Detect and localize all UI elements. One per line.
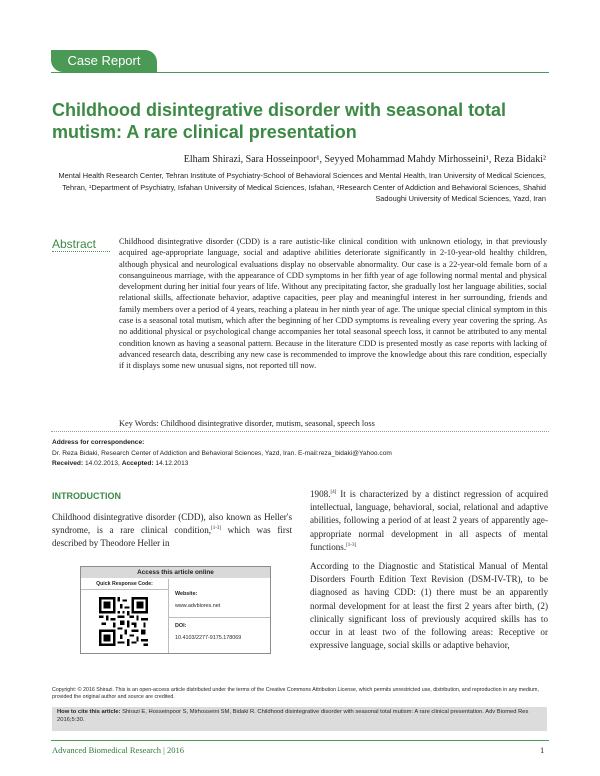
affiliations: Mental Health Research Center, Tehran Institute of Psychiatry-School of Behavioral Sciences and Mental Health, Iran University of Medical Sciences, Tehran, ¹Department of Psychiatry, Isfahan University of Medical Sciences, Isfahan, ²Research Center of Addiction and Behavioral Sciences, Shahid Sadoughi University of Medical Sciences, Yazd, Iran [58, 171, 546, 203]
correspondence-block [52, 438, 547, 470]
section-divider [51, 431, 549, 433]
citation-ref: [4] [330, 489, 337, 495]
abstract-text: Childhood disintegrative disorder (CDD) is a rare autistic-like clinical condition with unknown etiology, in that previously acquired age-appropriate language, social and adaptive abilities deteriorate significantly in 2-10-year-old healthy children, although physical and neurological evaluations display no observable abnormality. Our case is a 22-year-old female born of a consanguineous marriage, with the appearance of CDD symptoms in her fifth year of age following normal mental and physical development during her initial four years of life. Without any precipitating factor, she gradually lost her language abilities, social relational skills, affectionate behavior, adaptive capacities, peer play and meaningful interest in her surrounding, friends and family members over a period of 4 years, reaching a plateau in her ninth year of age. The unique special clinical symptom in this case is a seasonal total mutism, which after the beginning of her CDD symptoms is revealing every year covering the spring. As no additional physical or psychological change accompanies her total seasonal speech loss, it cannot be attributed to any mental condition known as having a seasonal pattern. Because in the literature CDD is presented mostly as case reports with lacking of advanced research data, describing any new case is recommended to improve the knowledge about this rare condition, especially if it displays some new unusual signs, not reported till now. [119, 237, 547, 371]
article-dates [52, 459, 547, 470]
citation-ref: [1-3] [211, 526, 222, 532]
access-article-box [80, 566, 271, 654]
doi-block [175, 622, 241, 642]
abstract-heading: Abstract [52, 237, 110, 252]
article-type-tab: Case Report [51, 50, 157, 72]
cite-text: Shirazi E, Hosseinpoor S, Mirhosseini SM, Bidaki R. Childhood disintegrative disorder with seasonal total mutism: A rare clinical presentation. Adv Biomed Res 2016;5:30. [57, 709, 529, 723]
citation-ref: [1-3] [346, 542, 357, 548]
qr-code-label: Quick Response Code: [81, 579, 169, 590]
copyright-notice: Copyright: © 2016 Shirazi. This is an open-access article distributed under the terms of the Creative Commons Attribution License, which permits unrestricted use, distribution, and reproduction in any medium, provided the original author and source are credited. [52, 687, 539, 701]
access-box-heading: Access this article online [81, 567, 270, 578]
accepted-label: Accepted: [121, 460, 154, 467]
footer-rule [51, 740, 549, 741]
article-title: Childhood disintegrative disorder with seasonal total mutism: A rare clinical presentation [52, 100, 507, 142]
journal-footer: Advanced Biomedical Research | 2016 [52, 745, 184, 755]
citation-box [52, 707, 547, 731]
correspondence-text: Dr. Reza Bidaki, Research Center of Addiction and Behavioral Sciences, Yazd, Iran. E-mail:reza_bidaki@Yahoo.com [52, 449, 392, 457]
website-label: Website: [175, 591, 198, 597]
received-date: 14.02.2013, [85, 460, 120, 467]
cite-label: How to cite this article: [57, 709, 121, 715]
intro-paragraph-3: According to the Diagnostic and Statistical Manual of Mental Disorders Fourth Edition Text Revision (DSM-IV-TR), to be diagnosed as having CDD: (1) there must be an apparently normal development for at least the first 2 years after birth, (2) clinically significant loss of previously acquired skills has to occur in at least two of the following areas: Receptive or expressive language, social skills or adaptive behavior, [310, 561, 548, 651]
intro-text-c: 1908. [310, 489, 331, 499]
received-label: Received: [52, 460, 84, 467]
qr-code-icon[interactable] [99, 597, 148, 646]
intro-text-a: Childhood disintegrative disorder (CDD), also known as Heller's syndrome, is a rare clinical condition, [52, 512, 292, 536]
intro-text-b: which was first described by Theodore Heller in [52, 525, 293, 549]
website-link[interactable]: www.advbiores.net [175, 603, 221, 609]
box-divider [169, 617, 270, 618]
keywords [119, 418, 547, 429]
qr-cell [81, 590, 169, 653]
intro-text-d: It is characterized by a distinct regression of acquired intellectual, language, behavioral, social, relational and adaptive abilities, following a period of at least 2 years of apparently age-appropriate normal development in all aspects of mental functions. [310, 489, 548, 552]
intro-paragraph-2 [310, 488, 548, 554]
keywords-value: Childhood disintegrative disorder, mutism, seasonal, speech loss [160, 419, 375, 428]
website-block [175, 590, 220, 610]
page-number: 1 [540, 745, 545, 755]
doi-label: DOI: [175, 623, 187, 629]
keywords-label: Key Words: [119, 419, 159, 428]
header-rule [51, 72, 549, 73]
correspondence-label: Address for correspondence: [52, 439, 145, 446]
accepted-date: 14.12.2013 [155, 460, 189, 467]
author-list: Elham Shirazi, Sara Hosseinpoor¹, Seyyed Mohammad Mahdy Mirhosseini¹, Reza Bidaki² [183, 154, 546, 165]
introduction-heading: INTRODUCTION [52, 491, 121, 501]
doi-link[interactable]: 10.4103/2277-9175.178069 [175, 635, 242, 641]
intro-paragraph-1 [52, 511, 292, 551]
